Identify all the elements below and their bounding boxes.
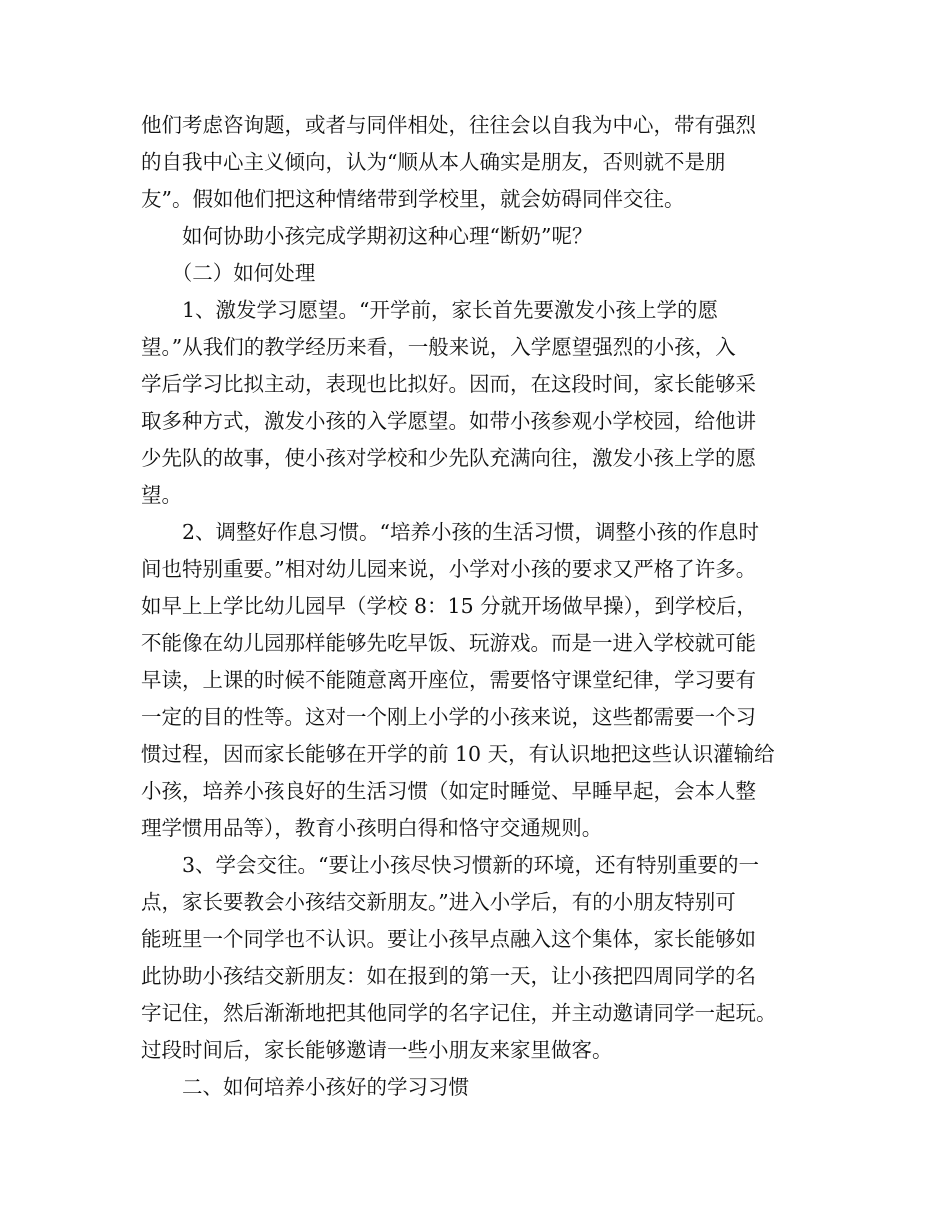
section-heading: 二、如何培养小孩好的学习习惯 (141, 1075, 469, 1099)
text-line: 少先队的故事，使小孩对学校和少先队充满向往，激发小孩上学的愿 (141, 446, 756, 470)
text-line: 1、激发学习愿望。“开学前，家长首先要激发小孩上学的愿 (141, 298, 719, 322)
text-line: 学后学习比拟主动，表现也比拟好。因而，在这段时间，家长能够采 (141, 372, 756, 396)
section-heading: （二）如何处理 (141, 261, 316, 285)
text-line: 早读，上课的时候不能随意离开座位，需要恪守课堂纪律，学习要有 (141, 668, 756, 692)
text-line: 理学惯用品等），教育小孩明白得和恪守交通规则。 (141, 816, 603, 840)
body-text (141, 107, 821, 1106)
text-line: 取多种方式，激发小孩的入学愿望。如带小孩参观小学校园，给他讲 (141, 409, 756, 433)
text-line: 3、学会交往。“要让小孩尽快习惯新的环境，还有特别重要的一 (141, 853, 760, 877)
text-line: 惯过程，因而家长能够在开学的前 10 天，有认识地把这些认识灌输给 (141, 742, 775, 766)
text-line: 一定的目的性等。这对一个刚上小学的小孩来说，这些都需要一个习 (141, 705, 756, 729)
text-line: 的自我中心主义倾向，认为“顺从本人确实是朋友，否则就不是朋 (141, 150, 726, 174)
text-line: 友”。假如他们把这种情绪带到学校里，就会妨碍同伴交往。 (141, 187, 685, 211)
text-line: 小孩，培养小孩良好的生活习惯（如定时睡觉、早睡早起，会本人整 (141, 779, 756, 803)
text-line: 如何协助小孩完成学期初这种心理“断奶”呢？ (141, 224, 593, 248)
text-line: 点，家长要教会小孩结交新朋友。”进入小学后，有的小朋友特别可 (141, 890, 736, 914)
text-line: 望。”从我们的教学经历来看，一般来说，入学愿望强烈的小孩，入 (141, 335, 736, 359)
text-line: 不能像在幼儿园那样能够先吃早饭、玩游戏。而是一进入学校就可能 (141, 631, 756, 655)
text-line: 望。 (141, 483, 182, 507)
text-line: 间也特别重要。”相对幼儿园来说，小学对小孩的要求又严格了许多。 (141, 557, 757, 581)
text-line: 他们考虑咨询题，或者与同伴相处，往往会以自我为中心，带有强烈 (141, 113, 756, 137)
text-line: 2、调整好作息习惯。“培养小孩的生活习惯，调整小孩的作息时 (141, 520, 760, 544)
text-line: 字记住，然后渐渐地把其他同学的名字记住，并主动邀请同学一起玩。 (141, 1001, 777, 1025)
text-line: 如早上上学比幼儿园早（学校 8：15 分就开场做早操），到学校后， (141, 594, 757, 618)
text-line: 能班里一个同学也不认识。要让小孩早点融入这个集体，家长能够如 (141, 927, 756, 951)
text-line: 此协助小孩结交新朋友：如在报到的第一天，让小孩把四周同学的名 (141, 964, 756, 988)
text-line: 过段时间后，家长能够邀请一些小朋友来家里做客。 (141, 1038, 613, 1062)
